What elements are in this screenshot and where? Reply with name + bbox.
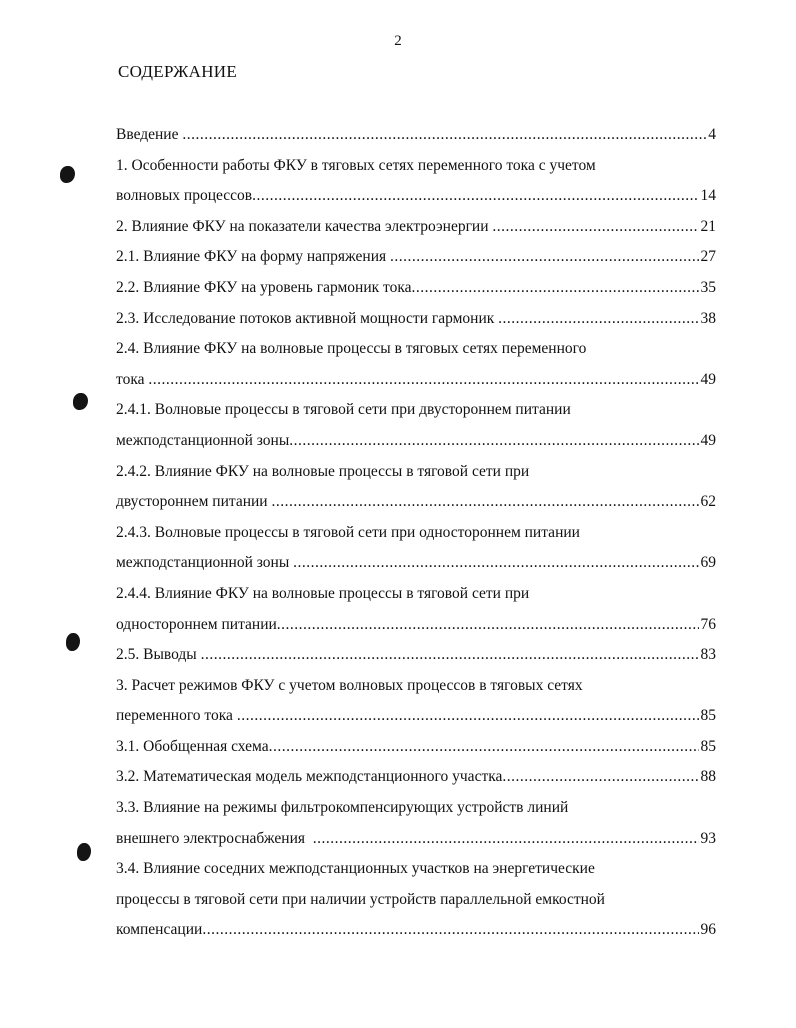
toc-page-number: 14 (700, 187, 716, 205)
dot-leader (277, 610, 699, 641)
toc-entry-title: двустороннем питании (116, 493, 272, 511)
toc-line: 1. Особенности работы ФКУ в тяговых сетях переменного тока с учетом (116, 156, 596, 174)
toc-page-number: 62 (700, 493, 716, 511)
toc-page-number: 35 (700, 278, 716, 296)
toc-page-number: 69 (700, 554, 716, 572)
toc-entry (116, 120, 716, 151)
toc-line (116, 732, 716, 763)
toc-line: 2.4.3. Волновые процессы в тяговой сети при одностороннем питании (116, 523, 580, 541)
toc-page-number: 21 (700, 217, 716, 235)
toc-line: 3. Расчет режимов ФКУ с учетом волновых процессов в тяговых сетях (116, 676, 583, 694)
toc-line (116, 365, 716, 396)
toc-line (116, 762, 716, 793)
dot-leader (252, 181, 698, 212)
dot-leader (498, 304, 698, 335)
toc-entry (116, 273, 716, 304)
toc-line (116, 426, 716, 457)
toc-entry-title: внешнего электроснабжения (116, 829, 313, 847)
toc-entry-title: 2.2. Влияние ФКУ на уровень гармоник тока (116, 278, 412, 296)
dot-leader (201, 640, 699, 671)
toc-entry-title: компенсации (116, 921, 203, 939)
toc-page-number: 85 (700, 707, 716, 725)
toc-page-number: 96 (700, 921, 716, 939)
dot-leader (202, 915, 698, 946)
page-title: СОДЕРЖАНИЕ (118, 62, 238, 81)
toc-line: 2.4. Влияние ФКУ на волновые процессы в тяговых сетях переменного (116, 340, 587, 358)
dot-leader (237, 701, 699, 732)
toc-line: 2.4.2. Влияние ФКУ на волновые процессы в тяговой сети при (116, 462, 530, 480)
toc-line (116, 304, 716, 335)
toc-line (116, 181, 716, 212)
dot-leader (182, 120, 706, 151)
toc-line (116, 610, 716, 641)
toc-entry (116, 518, 716, 579)
ink-blot (66, 633, 80, 651)
toc-page-number: 88 (700, 768, 716, 786)
toc-line (116, 640, 716, 671)
toc-entry (116, 732, 716, 763)
toc-line (116, 212, 716, 243)
dot-leader (502, 762, 698, 793)
toc-entry (116, 304, 716, 335)
toc-page-number: 83 (700, 646, 716, 664)
toc-line: 3.3. Влияние на режимы фильтрокомпенсирующих устройств линий (116, 799, 569, 817)
toc-page-number: 49 (700, 431, 716, 449)
toc-entry (116, 151, 716, 212)
toc-line (116, 824, 716, 855)
toc-entry-title: 2.5. Выводы (116, 646, 201, 664)
toc-entry-title: 2.3. Исследование потоков активной мощности гармоник (116, 309, 499, 327)
toc-page-number: 85 (700, 737, 716, 755)
toc-line: 2.4.1. Волновые процессы в тяговой сети при двустороннем питании (116, 401, 571, 419)
dot-leader (412, 273, 699, 304)
toc-entry (116, 762, 716, 793)
toc-line (116, 701, 716, 732)
toc-entry-title: 2.1. Влияние ФКУ на форму напряжения (116, 248, 391, 266)
toc-line: 3.4. Влияние соседних межподстанционных участков на энергетические (116, 860, 595, 878)
page-number: 2 (394, 33, 402, 49)
toc-page-number: 76 (700, 615, 716, 633)
toc-entry-title: тока (116, 370, 149, 388)
toc-page-number: 93 (700, 829, 716, 847)
toc-line (116, 487, 716, 518)
toc-page-number: 49 (700, 370, 716, 388)
dot-leader (269, 732, 699, 763)
toc-entry-title: межподстанционной зоны (116, 554, 294, 572)
dot-leader (293, 548, 698, 579)
toc-line: процессы в тяговой сети при наличии устройств параллельной емкостной (116, 890, 605, 908)
toc-entry-title: одностороннем питании (116, 615, 277, 633)
toc-page-number: 4 (708, 126, 716, 143)
dot-leader (148, 365, 698, 396)
toc-entry (116, 457, 716, 518)
toc-entry-title: 2. Влияние ФКУ на показатели качества электроэнергии (116, 217, 493, 235)
ink-blot (77, 843, 91, 861)
toc-line (116, 120, 716, 151)
toc-entry-title: переменного тока (116, 707, 237, 725)
toc-line (116, 915, 716, 946)
toc-entry (116, 395, 716, 456)
toc-entry (116, 212, 716, 243)
toc-entry-title: 3.1. Обобщенная схема (116, 737, 269, 755)
ink-blot (73, 393, 88, 410)
toc-entry-title: 3.2. Математическая модель межподстанционного участка (116, 768, 503, 786)
dot-leader (271, 487, 698, 518)
toc-entry-title: волновых процессов (116, 187, 253, 205)
toc-page-number: 27 (700, 248, 716, 266)
toc-entry-title: межподстанционной зоны (116, 431, 290, 449)
toc-entry (116, 793, 716, 854)
toc-line (116, 273, 716, 304)
toc-entry (116, 579, 716, 640)
toc-entry-title: Введение (116, 126, 183, 143)
toc-entry (116, 242, 716, 273)
dot-leader (289, 426, 698, 457)
toc-line (116, 548, 716, 579)
toc-entry (116, 671, 716, 732)
dot-leader (390, 242, 698, 273)
toc-entry (116, 854, 716, 946)
ink-blot (60, 166, 75, 183)
toc-entry (116, 334, 716, 395)
table-of-contents (116, 120, 716, 946)
toc-page-number: 38 (700, 309, 716, 327)
toc-line: 2.4.4. Влияние ФКУ на волновые процессы в тяговой сети при (116, 584, 530, 602)
toc-line (116, 242, 716, 273)
dot-leader (313, 824, 699, 855)
dot-leader (492, 212, 698, 243)
toc-entry (116, 640, 716, 671)
